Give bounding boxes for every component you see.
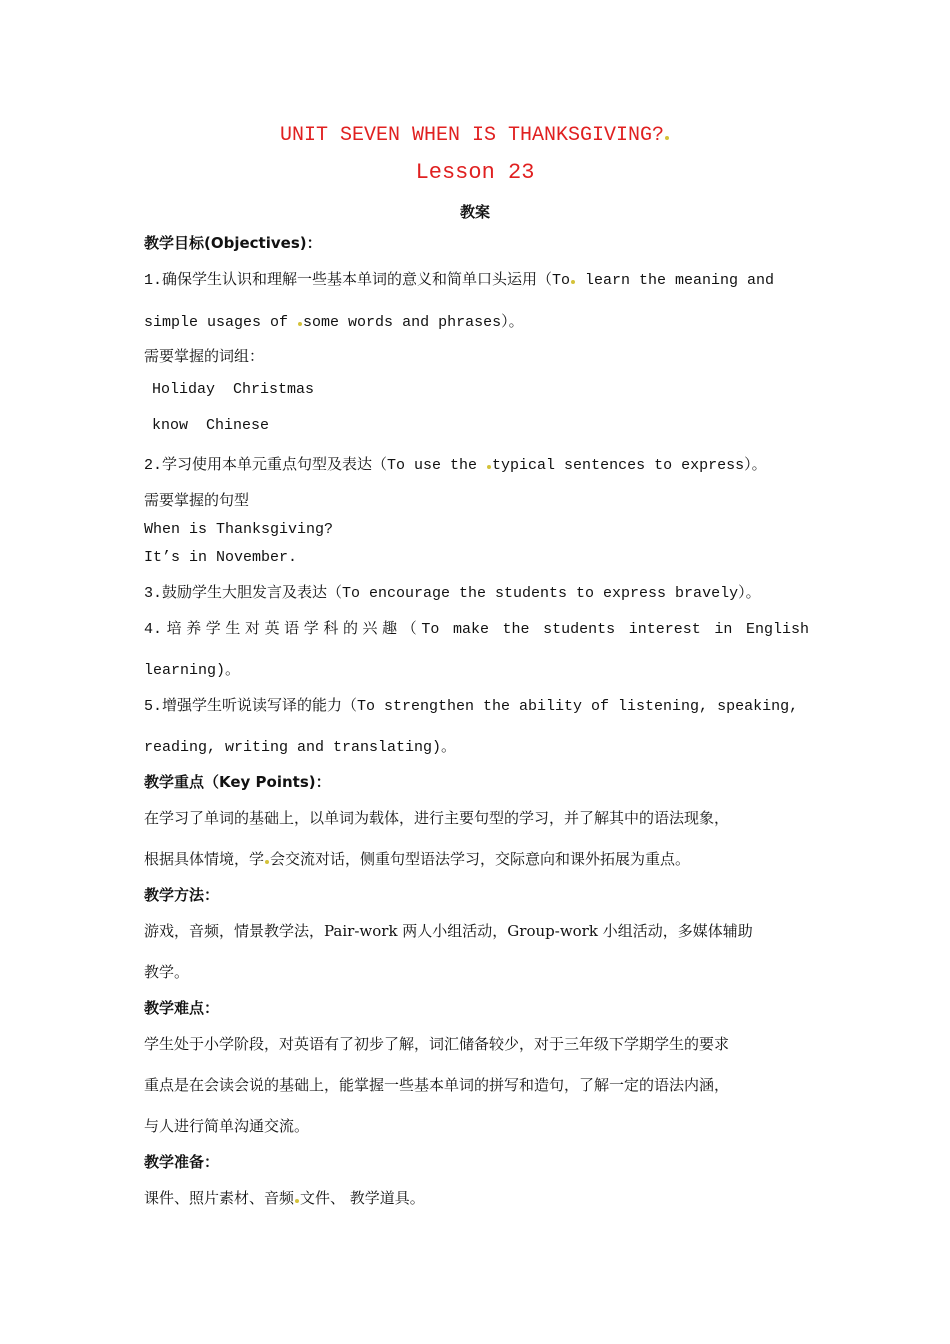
- preparation-heading: 教学准备：: [144, 1153, 220, 1171]
- methods-line1: 游戏，音频，情景教学法，Pair-work 两人小组活动，Group-work 小组活动，多媒体辅助: [144, 922, 753, 940]
- objective-1-line2: [144, 310, 809, 331]
- unit-title-text: UNIT SEVEN WHEN IS THANKSGIVING?: [279, 124, 665, 147]
- objective-5-line1: 5.增强学生听说读写译的能力（To strengthen the ability of listening, speaking,: [144, 698, 799, 715]
- objective-2-text-a: 2.学习使用本单元重点句型及表达（To use the: [144, 457, 478, 474]
- objective-2-text-b: typical sentences to express）。: [492, 457, 767, 474]
- objective-2: [144, 453, 809, 474]
- objective-1-text-a: 1.确保学生认识和理解一些基本单词的意义和简单口头运用（To: [144, 272, 571, 289]
- vocab-heading: 需要掌握的词组：: [144, 347, 265, 365]
- unit-title: [0, 124, 950, 147]
- methods-line2: 教学。: [144, 963, 190, 981]
- marker-dot: [665, 136, 669, 140]
- objective-3: 3.鼓励学生大胆发言及表达（To encourage the students to express bravely）。: [144, 585, 761, 602]
- objective-1-line1: [144, 268, 809, 289]
- key-points-line2: [144, 848, 809, 869]
- preparation-line1: [144, 1187, 809, 1208]
- lesson-title: Lesson 23: [415, 160, 535, 185]
- vocab-line-1: Holiday Christmas: [152, 381, 315, 398]
- objective-1-text-c: simple usages of: [144, 314, 289, 331]
- key-points-line1: 在学习了单词的基础上，以单词为载体，进行主要句型的学习，并了解其中的语法现象，: [144, 809, 730, 827]
- preparation-text-a: 课件、照片素材、音频: [144, 1189, 295, 1207]
- preparation-text-b: 文件、 教学道具。: [300, 1189, 425, 1207]
- difficulties-line2: 重点是在会读会说的基础上，能掌握一些基本单词的拼写和造句，了解一定的语法内涵，: [144, 1076, 730, 1094]
- difficulties-line3: 与人进行简单沟通交流。: [144, 1117, 310, 1135]
- marker-dot: [571, 280, 575, 284]
- methods-heading: 教学方法：: [144, 886, 220, 904]
- key-points-text-a: 根据具体情境，学: [144, 850, 265, 868]
- marker-dot: [265, 860, 269, 864]
- key-points-heading: 教学重点（Key Points)：: [144, 773, 331, 791]
- objectives-heading: 教学目标(Objectives)：: [144, 234, 322, 252]
- marker-dot: [295, 1199, 299, 1203]
- sentence-2: It’s in November.: [144, 549, 298, 566]
- doc-subtitle: 教案: [459, 203, 490, 221]
- difficulties-line1: 学生处于小学阶段，对英语有了初步了解，词汇储备较少，对于三年级下学期学生的要求: [144, 1035, 730, 1053]
- objective-4-line1: 4.培养学生对英语学科的兴趣（To make the students interest in English: [144, 621, 809, 638]
- difficulties-heading: 教学难点：: [144, 999, 220, 1017]
- objective-5-line2: reading, writing and translating)。: [144, 739, 457, 756]
- sentence-heading: 需要掌握的句型: [144, 491, 250, 509]
- objective-1-text-d: some words and phrases）。: [303, 314, 524, 331]
- objective-4-line2: learning)。: [144, 662, 241, 679]
- vocab-line-2: know Chinese: [152, 417, 270, 434]
- key-points-text-b: 会交流对话，侧重句型语法学习，交际意向和课外拓展为重点。: [270, 850, 691, 868]
- marker-dot: [298, 322, 302, 326]
- marker-dot: [487, 465, 491, 469]
- objective-1-text-b: learn the meaning and: [585, 272, 775, 289]
- sentence-1: When is Thanksgiving?: [144, 521, 334, 538]
